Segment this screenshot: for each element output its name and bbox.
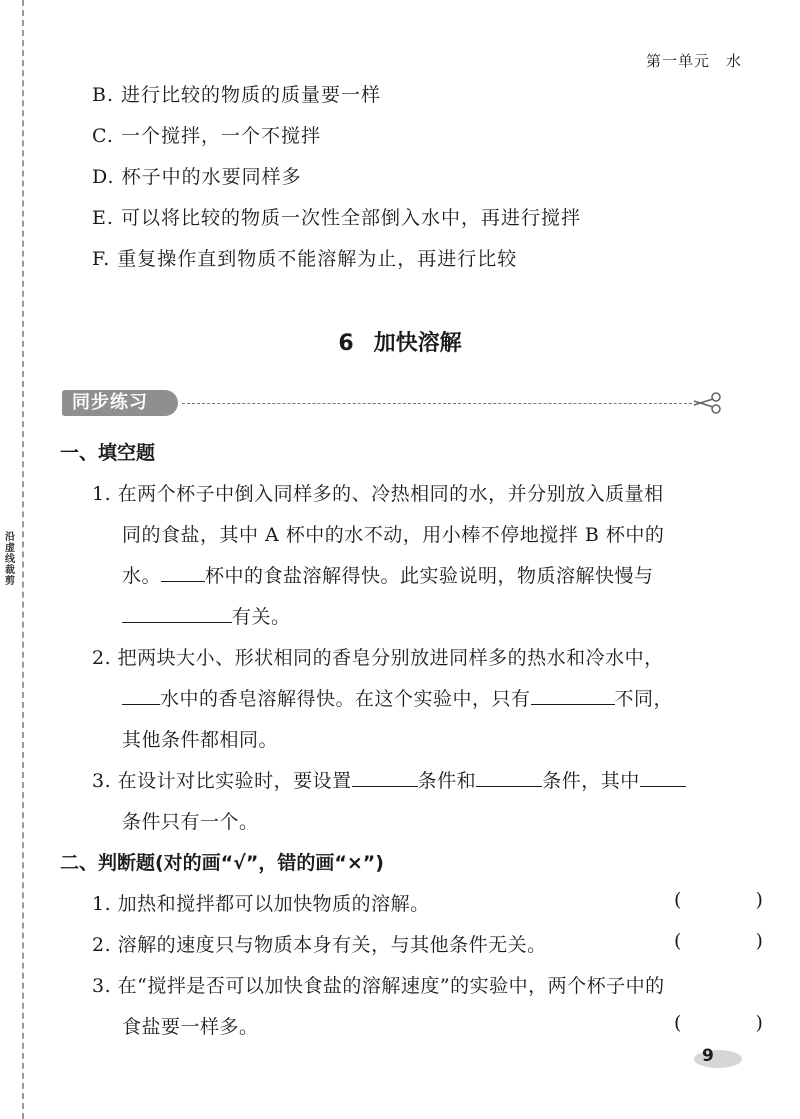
option-c: C. 一个搅拌，一个不搅拌 [92,125,321,147]
fill-q1-line2: 同的食盐，其中 A 杯中的水不动，用小棒不停地搅拌 B 杯中的 [122,524,665,546]
fill-q3-text-c: 条件，其中 [542,770,640,792]
judge-item-2: 2. 溶解的速度只与物质本身有关，与其他条件无关。 [92,934,547,956]
fill-q2-line3: 其他条件都相同。 [122,729,279,751]
fill-q2-text-b: 不同， [614,688,674,710]
fill-q1-line4 [122,602,291,629]
fill-q2-line2 [122,684,673,711]
option-e: E. 可以将比较的物质一次性全部倒入水中，再进行搅拌 [92,207,581,229]
fill-q2-text-a: 水中的香皂溶解得快。在这个实验中，只有 [160,688,531,710]
fill-q2-line1: 2. 把两块大小、形状相同的香皂分别放进同样多的热水和冷水中， [92,647,664,669]
fill-q1-line1: 1. 在两个杯子中倒入同样多的、冷热相同的水，并分别放入质量相 [92,483,664,505]
option-d: D. 杯子中的水要同样多 [92,166,302,188]
answer-blank[interactable] [122,686,160,705]
page-number: 9 [702,1046,714,1066]
fill-q3-text-b: 条件和 [417,770,477,792]
scissors-icon [692,390,722,416]
option-f: F. 重复操作直到物质不能溶解为止，再进行比较 [92,248,518,270]
fill-q1-text-b: 杯中的食盐溶解得快。此实验说明，物质溶解快慢与 [205,565,654,587]
answer-blank[interactable] [161,563,205,582]
cut-label: 沿虚线裁剪 [5,532,15,587]
fill-heading: 一、填空题 [60,442,156,464]
fill-q3-text-a: 3. 在设计对比实验时，要设置 [92,770,352,792]
fill-q3-line1 [92,766,686,793]
fill-q3-line2: 条件只有一个。 [122,811,259,833]
lesson-number: 6 [338,331,354,356]
judge-item-1: 1. 加热和搅拌都可以加快物质的溶解。 [92,893,430,915]
answer-paren[interactable]: ( ) [674,1012,797,1034]
answer-blank[interactable] [531,686,615,705]
judge-heading: 二、判断题(对的画“√”，错的画“×”) [60,852,384,874]
practice-dashed-divider [182,403,692,404]
cut-dashed-line [22,0,24,1119]
judge-item-3-line2: 食盐要一样多。 [122,1016,259,1038]
unit-header: 第一单元 水 [645,52,742,70]
page-number-badge [694,1046,744,1072]
judge-item-3: 3. 在“搅拌是否可以加快食盐的溶解速度”的实验中，两个杯子中的 [92,975,665,997]
answer-blank[interactable] [476,768,542,787]
answer-blank[interactable] [352,768,418,787]
answer-blank[interactable] [640,768,686,787]
answer-blank[interactable] [122,604,232,623]
fill-q1-text-a: 水。 [122,565,162,587]
fill-q1-line3 [122,561,654,588]
option-b: B. 进行比较的物质的质量要一样 [92,84,382,106]
lesson-title [0,326,800,357]
practice-tag: 同步练习 [62,390,178,416]
lesson-title-text: 加快溶解 [373,331,462,356]
fill-q1-text-c: 有关。 [232,606,291,628]
answer-paren[interactable]: ( ) [674,930,797,952]
answer-paren[interactable]: ( ) [674,889,797,911]
